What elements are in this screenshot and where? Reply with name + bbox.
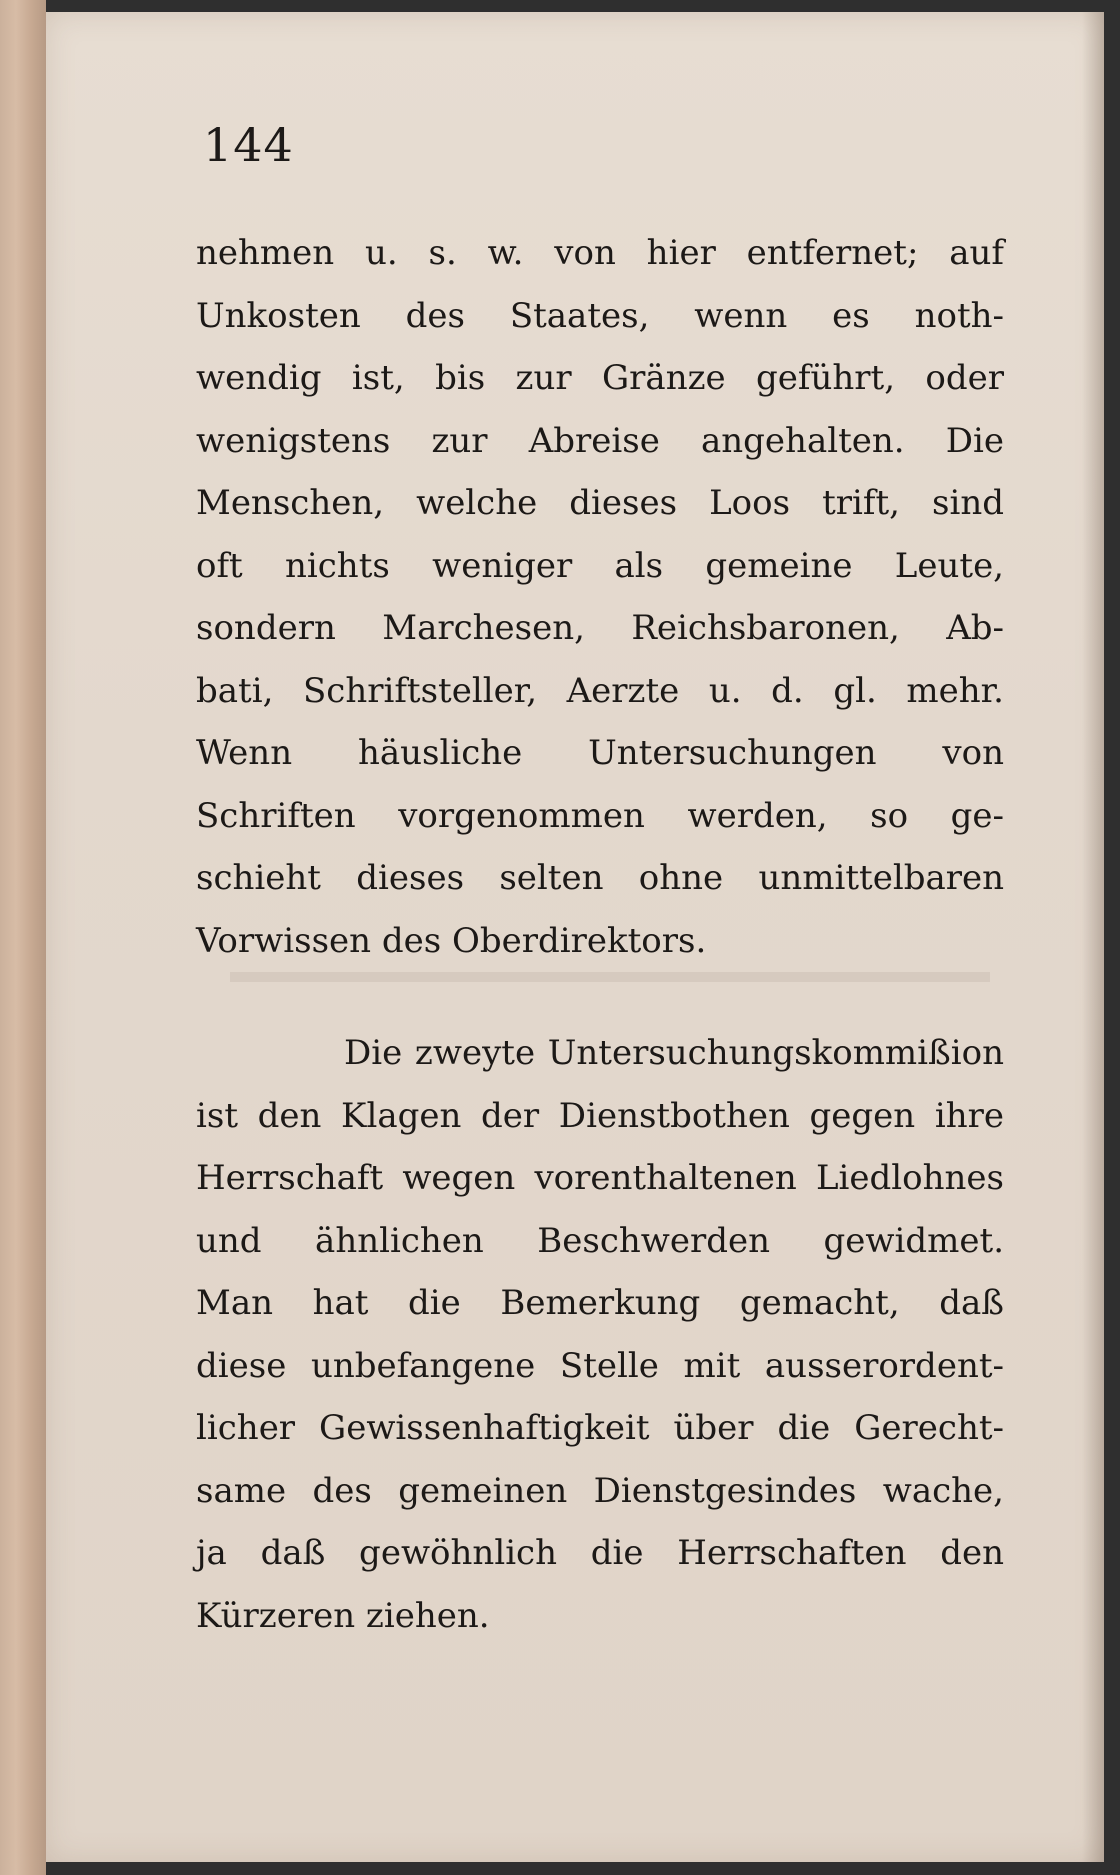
- text-line: schieht dieses selten ohne unmittelbaren: [196, 858, 1004, 898]
- text-line: ja daß gewöhnlich die Herrschaften den: [196, 1533, 1004, 1573]
- text-line: Die zweyte Untersuchungskommißion: [344, 1033, 1004, 1073]
- text-line: ist den Klagen der Dienstbothen gegen ihre: [196, 1095, 1004, 1136]
- text-line: same des gemeinen Dienstgesindes wache,: [196, 1470, 1004, 1511]
- paragraph-2: [196, 1022, 1004, 1647]
- book-spine-edge: [0, 0, 46, 1875]
- text-line: wendig ist, bis zur Gränze geführt, oder: [196, 358, 1004, 398]
- text-line: und ähnlichen Beschwerden gewidmet.: [196, 1220, 1004, 1261]
- text-line: Wenn häusliche Untersuchungen von: [196, 733, 1004, 773]
- text-line: Kürzeren ziehen.: [196, 1595, 490, 1636]
- page-number: 144: [203, 118, 294, 172]
- text-line: Menschen, welche dieses Loos trift, sind: [196, 483, 1004, 523]
- text-line: Unkosten des Staates, wenn es noth-: [196, 295, 1004, 336]
- text-line: licher Gewissenhaftigkeit über die Gerecht-: [196, 1408, 1004, 1448]
- text-line: Herrschaft wegen vorenthaltenen Liedlohnes: [196, 1158, 1004, 1198]
- paragraph-1: [196, 222, 1004, 972]
- page-shadow-edge: [1082, 12, 1104, 1862]
- text-line: diese unbefangene Stelle mit ausserordent-: [196, 1345, 1004, 1386]
- ink-bleed-through: [230, 972, 990, 982]
- text-line: wenigstens zur Abreise angehalten. Die: [196, 420, 1004, 461]
- text-line: Vorwissen des Oberdirektors.: [196, 920, 707, 961]
- text-line: Schriften vorgenommen werden, so ge-: [196, 795, 1004, 836]
- text-line: nehmen u. s. w. von hier entfernet; auf: [196, 233, 1004, 273]
- text-line: oft nichts weniger als gemeine Leute,: [196, 545, 1004, 586]
- text-line: Man hat die Bemerkung gemacht, daß: [196, 1283, 1004, 1323]
- text-line: sondern Marchesen, Reichsbaronen, Ab-: [196, 608, 1004, 648]
- text-line: bati, Schriftsteller, Aerzte u. d. gl. mehr.: [196, 670, 1004, 711]
